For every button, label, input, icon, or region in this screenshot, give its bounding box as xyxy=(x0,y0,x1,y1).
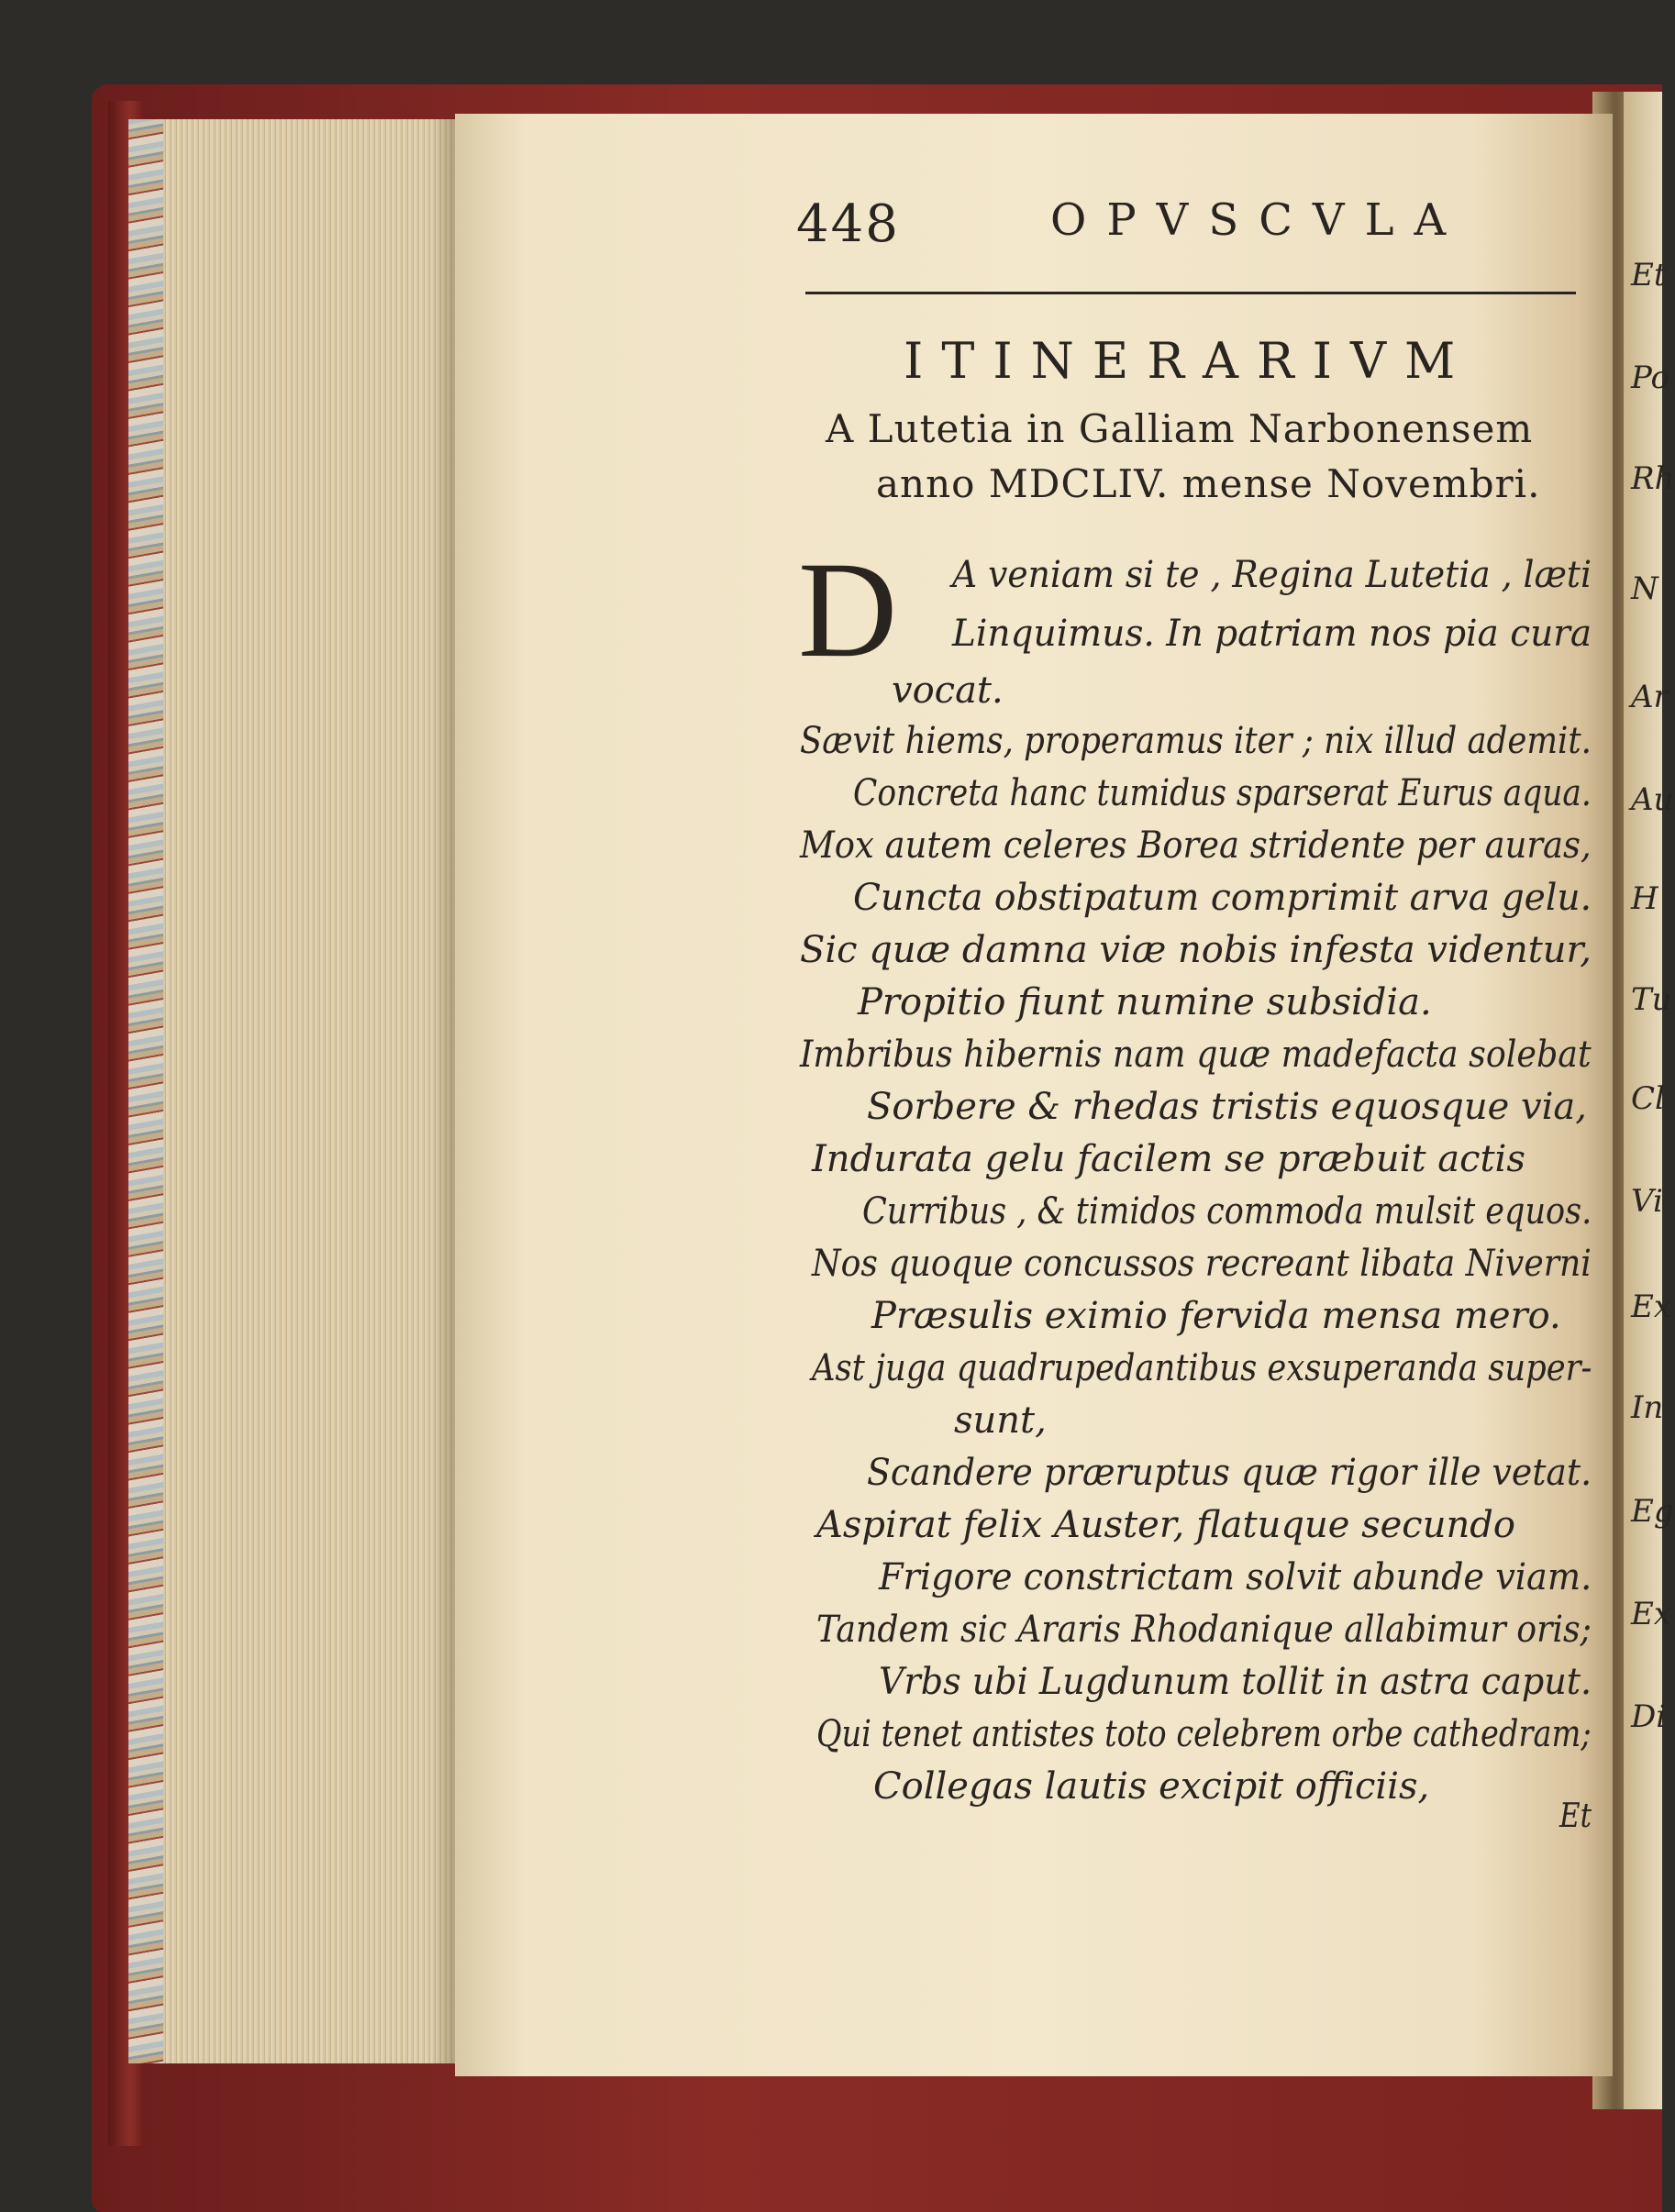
facing-word: N xyxy=(1631,570,1658,607)
verse-line: Linquimus. In patriam nos pia cura xyxy=(952,613,1592,655)
facing-word: Ex xyxy=(1631,1288,1671,1325)
facing-word: Eg xyxy=(1631,1493,1674,1530)
verse-line: Imbribus hibernis nam quæ madefacta solebat xyxy=(800,1034,1592,1076)
verse-line: Vrbs ubi Lugdunum tollit in astra caput. xyxy=(879,1661,1592,1703)
verse-line: Qui tenet antistes toto celebrem orbe cathedram; xyxy=(816,1713,1592,1755)
poem-subtitle-line-2: anno MDCLIV. mense Novembri. xyxy=(876,461,1541,506)
header-rule xyxy=(805,292,1576,294)
facing-word: Ex xyxy=(1631,1596,1671,1632)
facing-word: Cl xyxy=(1631,1080,1665,1117)
verse-line: Concreta hanc tumidus sparserat Eurus aqua. xyxy=(853,772,1592,814)
drop-cap: D xyxy=(798,534,898,686)
facing-word: Ar xyxy=(1631,679,1669,715)
verse-line: sunt, xyxy=(954,1399,1047,1442)
verse-line: Nos quoque concussos recreant libata Niverni xyxy=(812,1243,1592,1285)
verse-line: Scandere præruptus quæ rigor ille vetat. xyxy=(867,1452,1592,1494)
facing-word: Di xyxy=(1631,1698,1667,1735)
verse-line: A veniam si te , Regina Lutetia , læti xyxy=(952,554,1592,596)
facing-word: Rh xyxy=(1631,460,1675,497)
facing-page-fragment xyxy=(1624,92,1675,2109)
facing-word: In xyxy=(1631,1389,1664,1426)
running-title: OPVSCVLA xyxy=(1050,194,1467,246)
verse-line: Sorbere & rhedas tristis equosque via, xyxy=(867,1086,1587,1128)
facing-word: Vi xyxy=(1631,1183,1663,1220)
verse-line: Sic quæ damna viæ nobis infesta videntur, xyxy=(800,929,1592,971)
verse-line: Frigore constrictam solvit abunde viam. xyxy=(879,1556,1592,1598)
verse-line: Curribus , & timidos commoda mulsit equos. xyxy=(862,1190,1592,1233)
facing-word: Po xyxy=(1631,359,1669,396)
verse-line: Præsulis eximio fervida mensa mero. xyxy=(871,1295,1561,1337)
verse-line: Indurata gelu facilem se præbuit actis xyxy=(812,1138,1525,1180)
verse-line: vocat. xyxy=(892,669,1004,712)
verse-line: Cuncta obstipatum comprimit arva gelu. xyxy=(853,877,1592,919)
page-block-edges xyxy=(163,119,455,2063)
facing-word: Tu xyxy=(1631,981,1672,1018)
verse-line: Aspirat felix Auster, flatuque secundo xyxy=(816,1504,1515,1546)
facing-word: Et xyxy=(1631,257,1667,293)
verse-line: Mox autem celeres Borea stridente per auras, xyxy=(800,824,1592,867)
verse-line: Propitio fiunt numine subsidia. xyxy=(858,981,1432,1023)
verse-line: Ast juga quadrupedantibus exsuperanda super- xyxy=(812,1347,1592,1389)
verse-line: Sævit hiems, properamus iter ; nix illud ademit. xyxy=(800,720,1592,762)
facing-word: Au xyxy=(1631,781,1674,818)
page-number: 448 xyxy=(796,194,900,254)
catchword: Et xyxy=(1559,1797,1592,1835)
poem-subtitle-line-1: A Lutetia in Galliam Narbonensem xyxy=(826,406,1534,451)
facing-word: H xyxy=(1631,880,1658,917)
poem-title: ITINERARIVM xyxy=(904,332,1474,390)
verse-line: Tandem sic Araris Rhodanique allabimur oris; xyxy=(816,1609,1592,1651)
verse-line: Collegas lautis excipit officiis, xyxy=(873,1765,1430,1808)
marbled-edge xyxy=(128,119,163,2063)
